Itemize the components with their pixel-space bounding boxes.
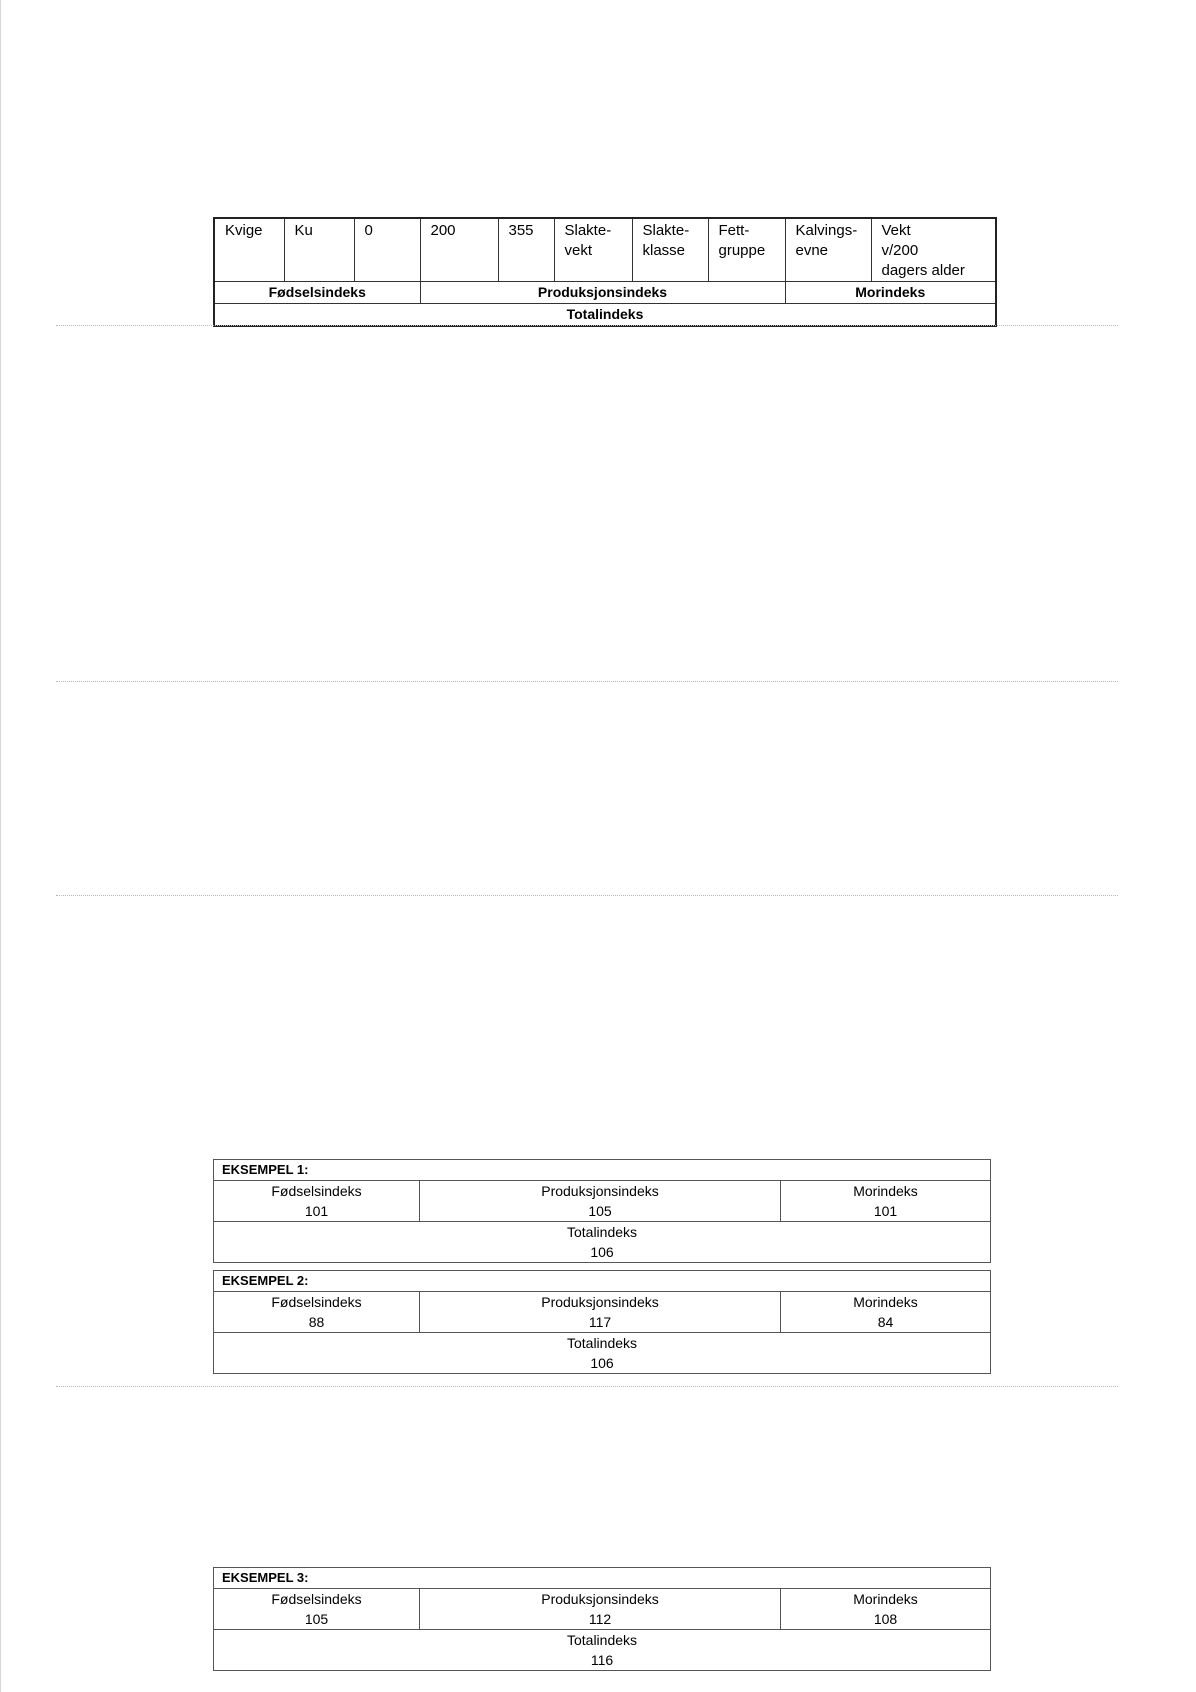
page-left-edge [0,0,1,1692]
section-separator [56,325,1118,326]
total-index-value: 106 [590,1244,614,1260]
group-birth-index: Fødselsindeks [214,282,420,304]
group-mother-index: Morindeks [785,282,996,304]
mother-index-value: 84 [877,1314,894,1330]
section-separator [56,1386,1118,1387]
total-row [214,304,996,327]
production-index-value: 112 [588,1611,612,1627]
mother-index-cell: Morindeks 101 [781,1181,991,1222]
example-title: EKSEMPEL 2: [214,1271,991,1292]
group-total-index: Totalindeks [214,304,996,327]
trait-carcass-class: Slakte- klasse [632,218,708,282]
stage-cow: Ku [284,218,354,282]
production-index-cell: Produksjonsindeks 105 [420,1181,781,1222]
trait-weight-200-days: Vekt v/200 dagers alder [871,218,996,282]
mother-index-cell: Morindeks 108 [781,1589,991,1630]
birth-index-value: 88 [308,1314,325,1330]
birth-index-value: 105 [304,1611,329,1627]
stage-day-0: 0 [354,218,420,282]
production-index-value: 105 [588,1203,612,1219]
section-separator [56,895,1118,896]
birth-index-cell: Fødselsindeks 88 [214,1292,420,1333]
total-index-cell: Totalindeks 106 [214,1333,991,1374]
stage-day-365: 355 [498,218,554,282]
example-title: EKSEMPEL 1: [214,1160,991,1181]
mother-index-value: 101 [873,1203,898,1219]
example-title: EKSEMPEL 3: [214,1568,991,1589]
example-3-table [213,1567,991,1671]
section-separator [56,681,1118,682]
stage-heifer: Kvige [214,218,284,282]
trait-calving-ability: Kalvings- evne [785,218,871,282]
example-1-table [213,1159,991,1263]
production-index-value: 117 [588,1314,612,1330]
total-index-cell: Totalindeks 116 [214,1630,991,1671]
trait-carcass-weight: Slakte- vekt [554,218,632,282]
index-structure-table [213,217,997,327]
stage-row [214,218,996,282]
birth-index-cell: Fødselsindeks 101 [214,1181,420,1222]
mother-index-cell: Morindeks 84 [781,1292,991,1333]
total-index-value: 116 [590,1652,614,1668]
group-production-index: Produksjonsindeks [420,282,785,304]
total-index-cell: Totalindeks 106 [214,1222,991,1263]
birth-index-value: 101 [304,1203,329,1219]
production-index-cell: Produksjonsindeks 112 [420,1589,781,1630]
mother-index-value: 108 [873,1611,898,1627]
trait-fat-group: Fett- gruppe [708,218,785,282]
group-row [214,282,996,304]
production-index-cell: Produksjonsindeks 117 [420,1292,781,1333]
total-index-value: 106 [590,1355,614,1371]
birth-index-cell: Fødselsindeks 105 [214,1589,420,1630]
example-2-table [213,1270,991,1374]
stage-day-200: 200 [420,218,498,282]
